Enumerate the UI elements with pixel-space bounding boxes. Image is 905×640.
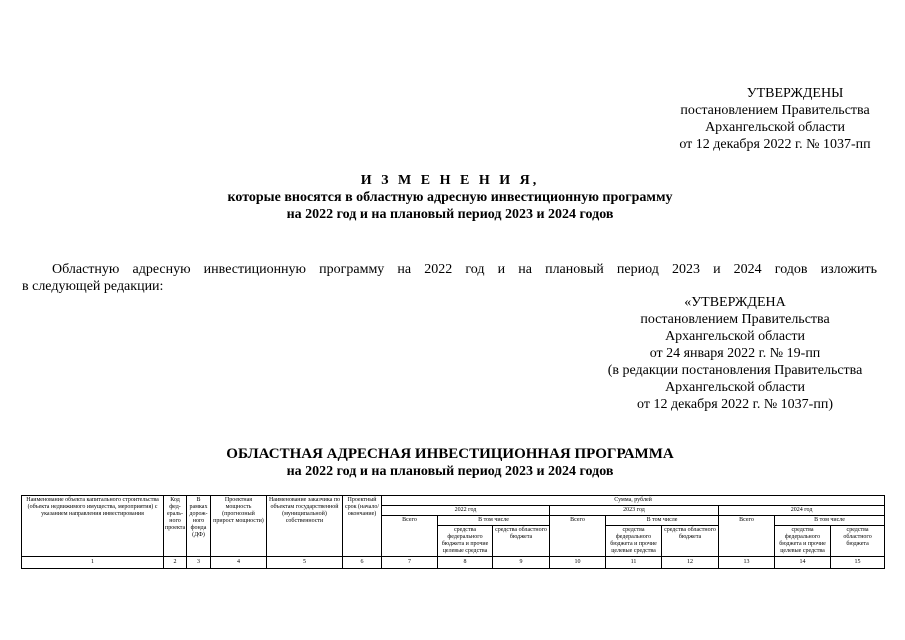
col-header-regional-2023: средства областного бюджета [662, 526, 719, 557]
changes-title [150, 172, 750, 223]
approval-date: от 12 декабря 2022 г. № 1037-пп [679, 137, 871, 152]
column-number: 4 [211, 557, 267, 569]
program-heading: ОБЛАСТНАЯ АДРЕСНАЯ ИНВЕСТИЦИОННАЯ ПРОГРАММА [226, 446, 674, 462]
approval-stamp-top [650, 85, 900, 153]
approval-date: от 24 января 2022 г. № 19-пп [649, 346, 821, 361]
col-header-including-2023: В том числе [606, 516, 719, 526]
col-header-total-2022: Всего [382, 516, 438, 557]
col-header-federal-2024: средства федерального бюджета и прочие целевые средства [775, 526, 831, 557]
column-number: 9 [493, 557, 550, 569]
col-header-total-2024: Всего [719, 516, 775, 557]
col-header-code: Код фед-ераль-ного проекта [164, 496, 187, 557]
col-header-road-fund: В рамках дорож-ного фонда (ДФ) [187, 496, 211, 557]
column-number: 6 [343, 557, 382, 569]
col-header-capacity: Проектная мощность (прогнозный прирост мощности) [211, 496, 267, 557]
column-number: 12 [662, 557, 719, 569]
column-number: 5 [267, 557, 343, 569]
program-table [21, 495, 885, 569]
col-header-year-2024: 2024 год [719, 506, 885, 516]
approval-title: УТВЕРЖДЕНЫ [746, 86, 844, 101]
col-header-total-2023: Всего [550, 516, 606, 557]
approval-line: постановлением Правительства [640, 312, 830, 327]
col-header-year-2023: 2023 год [550, 506, 719, 516]
column-number: 15 [831, 557, 885, 569]
approval-line: (в редакции постановления Правительства [607, 363, 863, 378]
column-number: 1 [22, 557, 164, 569]
program-subheading: на 2022 год и на плановый период 2023 и 2024 годов [286, 464, 614, 479]
col-header-term: Проектный срок (начало/ окончание) [343, 496, 382, 557]
approval-date: от 12 декабря 2022 г. № 1037-пп) [637, 397, 833, 412]
intro-paragraph [22, 261, 877, 295]
approval-stamp-inner [580, 294, 890, 413]
approval-line: Архангельской области [665, 329, 805, 344]
intro-line: в следующей редакции: [22, 279, 164, 294]
column-number: 2 [164, 557, 187, 569]
column-number: 3 [187, 557, 211, 569]
col-header-regional-2022: средства областного бюджета [493, 526, 550, 557]
approval-line: Архангельской области [665, 380, 805, 395]
column-number: 14 [775, 557, 831, 569]
col-header-object: Наименование объекта капитального строительства (объекта недвижимого имущества, мероприятия) с указанием направления инвестирования [22, 496, 164, 557]
approval-line: Архангельской области [705, 120, 845, 135]
column-numbers-row [22, 557, 885, 569]
col-header-federal-2022: средства федерального бюджета и прочие целевые средства [438, 526, 493, 557]
changes-subheading: которые вносятся в областную адресную инвестиционную программу [227, 190, 673, 205]
col-header-including-2024: В том числе [775, 516, 885, 526]
column-number: 8 [438, 557, 493, 569]
approval-title: «УТВЕРЖДЕНА [684, 295, 786, 310]
col-header-federal-2023: средства федерального бюджета и прочие целевые средства [606, 526, 662, 557]
changes-heading: И З М Е Н Е Н И Я, [360, 173, 540, 188]
column-number: 7 [382, 557, 438, 569]
column-number: 11 [606, 557, 662, 569]
program-title [150, 446, 750, 480]
col-header-year-2022: 2022 год [382, 506, 550, 516]
column-number: 13 [719, 557, 775, 569]
approval-line: постановлением Правительства [680, 103, 870, 118]
col-header-sum: Сумма, рублей [382, 496, 885, 506]
col-header-including-2022: В том числе [438, 516, 550, 526]
col-header-regional-2024: средства областного бюджета [831, 526, 885, 557]
changes-subheading: на 2022 год и на плановый период 2023 и 2024 годов [286, 207, 614, 222]
column-number: 10 [550, 557, 606, 569]
col-header-customer: Наименование заказчика по объектам государственной (муниципальной) собственности [267, 496, 343, 557]
intro-line: Областную адресную инвестиционную программу на 2022 год и на плановый период 2023 и 2024 годов изложить [52, 262, 877, 277]
